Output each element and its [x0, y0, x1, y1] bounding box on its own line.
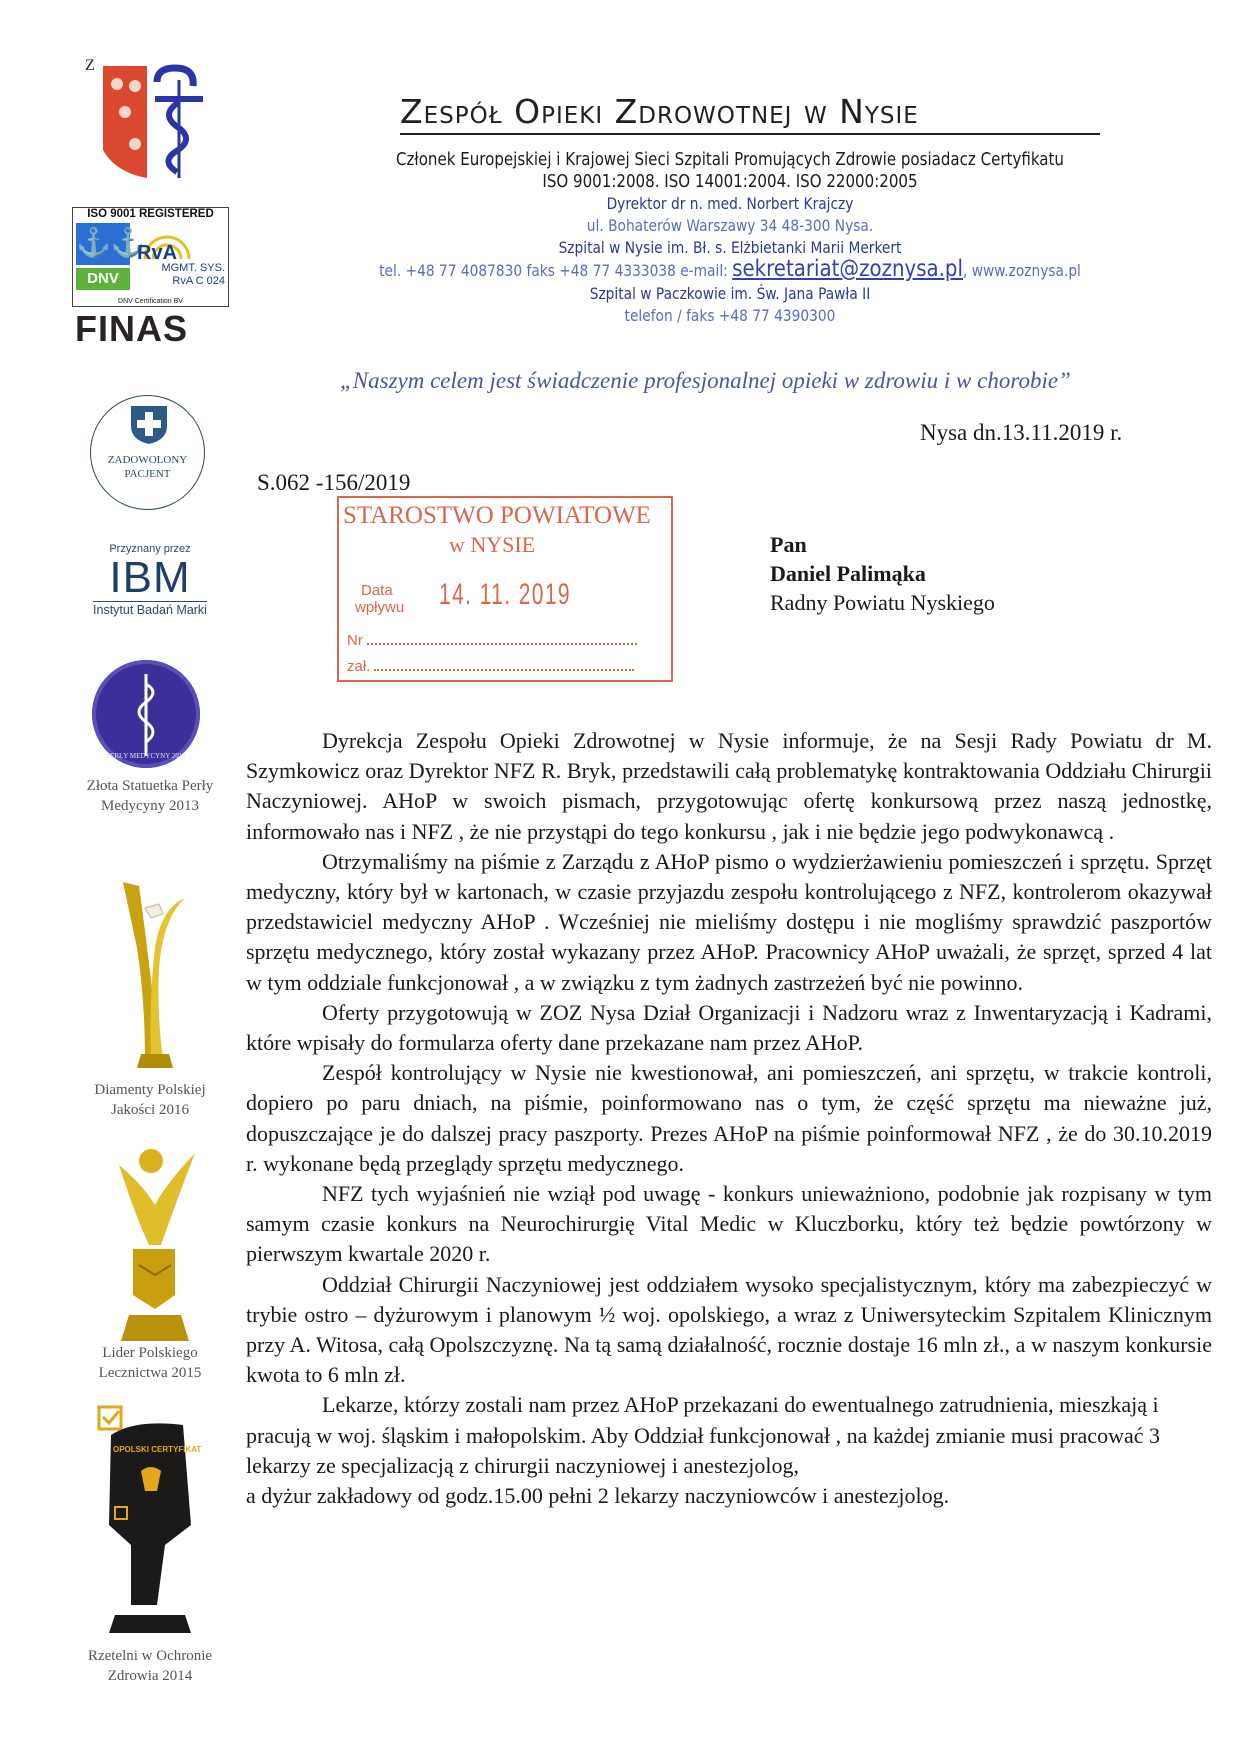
medical-cross-shield-icon: [127, 402, 171, 446]
email-link[interactable]: sekretariat@zoznysa.pl: [732, 256, 963, 282]
director-line: Dyrektor dr n. med. Norbert Krajczy: [606, 194, 854, 213]
recipient-salutation: Pan: [770, 532, 807, 557]
pacjent-label: PACJENT: [124, 468, 171, 480]
iso-registered-label: ISO 9001 REGISTERED: [87, 208, 214, 220]
paragraph: Lekarze, którzy zostali nam przez AHoP przekazani do ewentualnego zatrudnienia, mieszkają i pracują w woj. śląskim i małopolskim. Aby Oddział funkcjonował , na każdej zmianie musi pracować 3 lekarzy ze specjalizacją z chirurgii naczyniowej i anestezjolog,: [246, 1392, 1160, 1478]
zadowolony-label: ZADOWOLONY: [107, 454, 188, 466]
caduceus-icon: [126, 670, 166, 758]
address-line: ul. Bohaterów Warszawy 34 48-300 Nysa.: [586, 216, 874, 235]
award-caption-lider: Lider Polskiego Lecznictwa 2015: [98, 1345, 202, 1381]
award-caption-rzetelni: Rzetelni w Ochronie Zdrowia 2014: [87, 1648, 213, 1684]
paragraph: Oddział Chirurgii Naczyniowej jest oddziałem wysoko specjalistycznym, który ma zabezpieczyć w trybie ostro – dyżurowym i planowym ½ woj. opolskiego, a wraz z Uniwersyteckim Szpitalem Klinicznym przy A. Witosa, całą Opolszczyznę. Na tą samą działalność, rocznie dostaje 16 mln zł., a w naszym konkursie kwota to 6 mln zł.: [246, 1271, 1212, 1388]
award-caption-diamenty: Diamenty Polskiej Jakości 2016: [94, 1082, 206, 1118]
opolski-certyfikat-trophy: [95, 1405, 205, 1635]
stamp-title: STAROSTWO POWIATOWE: [343, 502, 651, 529]
letter-body: [246, 726, 1212, 1511]
zadowolony-pacjent-badge: [90, 395, 205, 510]
ibm-logo: [65, 543, 235, 619]
mgmt-sys-label: MGMT. SYS.: [161, 262, 225, 274]
svg-text:RvA: RvA: [137, 242, 178, 261]
phone-fax-text: tel. +48 77 4087830 faks +48 77 4333038 e-mail:: [379, 261, 733, 280]
rva-logo-icon: [135, 225, 195, 261]
rva-code-label: RvA C 024: [172, 275, 225, 287]
iso-certificates-line: ISO 9001:2008. ISO 14001:2004. ISO 22000:2005: [542, 172, 918, 192]
hospital-paczkow-line: Szpital w Paczkowie im. Św. Jana Pawła II: [589, 284, 871, 303]
stamp-nr-row: Nr: [347, 632, 637, 649]
stamp-zal-row: zał.: [347, 658, 634, 675]
dnv-certification-label: DNV Certification BV: [118, 298, 183, 305]
contact-line: [360, 256, 1100, 282]
recipient-block: [770, 530, 995, 617]
certificate-trophy-icon: [95, 1405, 205, 1635]
website-link[interactable]: , www.zoznysa.pl: [962, 261, 1081, 280]
dotted-line: [374, 669, 634, 671]
iso-9001-certificate-logo: [72, 207, 229, 307]
perly-medycyny-badge: [92, 660, 200, 768]
paczkow-phone-line: telefon / faks +48 77 4390300: [624, 306, 836, 325]
finas-logo: FINAS: [75, 308, 188, 349]
paragraph: NFZ tych wyjaśnień nie wziął pod uwagę - konkurs unieważniono, podobnie jak rozpisany w tym samym czasie konkurs na Neurochirurgię Vital Medic w Kluczborku, który też będzie powtórzony w pierwszym kwartale 2020 r.: [246, 1181, 1212, 1267]
perly-badge-text: PERŁY MEDYCYNY 2013: [106, 752, 186, 760]
crest-letter: Z: [85, 57, 95, 74]
reference-number: S.062 -156/2019: [257, 470, 411, 495]
paragraph: Dyrekcja Zespołu Opieki Zdrowotnej w Nysie informuje, że na Sesji Rady Powiatu dr M. Szymkowicz oraz Dyrektor NFZ R. Bryk, przedstawili całą problematykę kontraktowania Oddziału Chirurgii Naczyniowej. AHoP w swoich pismach, przygotowując ofertę konkursową przez naszą jednostkę, informowało nas i NFZ , że nie przystąpi do tego konkursu , jak i nie będzie jego podwykonawcą .: [246, 728, 1212, 844]
stamp-date-label: Data wpływu: [355, 582, 405, 616]
recipient-title: Radny Powiatu Nyskiego: [770, 590, 995, 615]
shield-icon: [95, 60, 205, 180]
leader-trophy-icon: [105, 1145, 205, 1345]
award-caption-perly: Złota Statuetka Perły Medycyny 2013: [86, 778, 214, 814]
network-membership-line: Członek Europejskiej i Krajowej Sieci Szpitali Promujących Zdrowie posiadacz Certyfikatu: [396, 150, 1064, 170]
hospital-crest-logo: [85, 55, 225, 180]
paragraph: Zespół kontrolujący w Nysie nie kwestionował, ani pomieszczeń, ani sprzętu, w trakcie kontroli, dopiero po paru dniach, na piśmie, poinformowano nas o tym, że część sprzętu ma nieważne już, dopuszczające je do dalszej pracy paszporty. Prezes AHoP na piśmie poinformował NFZ , że do 30.10.2019 r. wykonane będą przeglądy sprzętu medycznego.: [246, 1060, 1212, 1176]
paragraph: a dyżur zakładowy od godz.15.00 pełni 2 lekarzy naczyniowców i anestezjolog.: [246, 1483, 950, 1509]
motto: „Naszym celem jest świadczenie profesjonalnej opieki w zdrowiu i w chorobie”: [340, 368, 1071, 393]
ibm-institute-name: Instytut Badań Marki: [93, 603, 207, 617]
stamp-received-date: 14. 11. 2019: [439, 578, 572, 611]
anchor-icon: ⚓⚓: [76, 223, 130, 265]
dnv-logo: DNV: [76, 268, 130, 290]
ibm-wordmark: IBM: [109, 553, 191, 602]
stamp-subtitle: w NYSIE: [449, 532, 536, 557]
sidebar: [60, 40, 250, 1740]
received-stamp: [337, 496, 673, 682]
place-date: Nysa dn.13.11.2019 r.: [920, 420, 1123, 445]
hospital-nysa-line: Szpital w Nysie im. Bł. s. Elżbietanki Marii Merkert: [558, 238, 902, 257]
paragraph: Otrzymaliśmy na piśmie z Zarządu z AHoP pismo o wydzierżawieniu pomieszczeń i sprzętu. Sprzęt medyczny, który był w kartonach, w czasie przyjazdu zespołu kontrolującego z NFZ, kontrolerom okazywał przedstawiciel medyczny AHoP . Wcześniej nie mieliśmy dostępu i nie mogliśmy sprawdzić paszportów sprzętu medycznego, który został wykazany przez AHoP. Pracownicy AHoP uważali, że sprzęt, sprzed 4 lat w tym oddziale funkcjonował , a w związku z tym żadnych zastrzeżeń być nie powinno.: [246, 848, 1212, 995]
dotted-line: [367, 643, 637, 645]
recipient-name: Daniel Palimąka: [770, 561, 926, 586]
opolski-badge-text: OPOLSKI CERTYFIKAT: [113, 1445, 202, 1454]
diamond-trophy-icon: [115, 878, 195, 1078]
paragraph: Oferty przygotowują w ZOZ Nysa Dział Organizacji i Nadzoru wraz z Inwentaryzacją i Kadrami, które wpisały do formularza oferty dane przekazane nam przez AHoP.: [246, 999, 1212, 1056]
ibm-awarded-by: Przyznany przez: [109, 543, 191, 555]
organization-title: Zespół Opieki Zdrowotnej w Nysie: [400, 92, 1100, 135]
